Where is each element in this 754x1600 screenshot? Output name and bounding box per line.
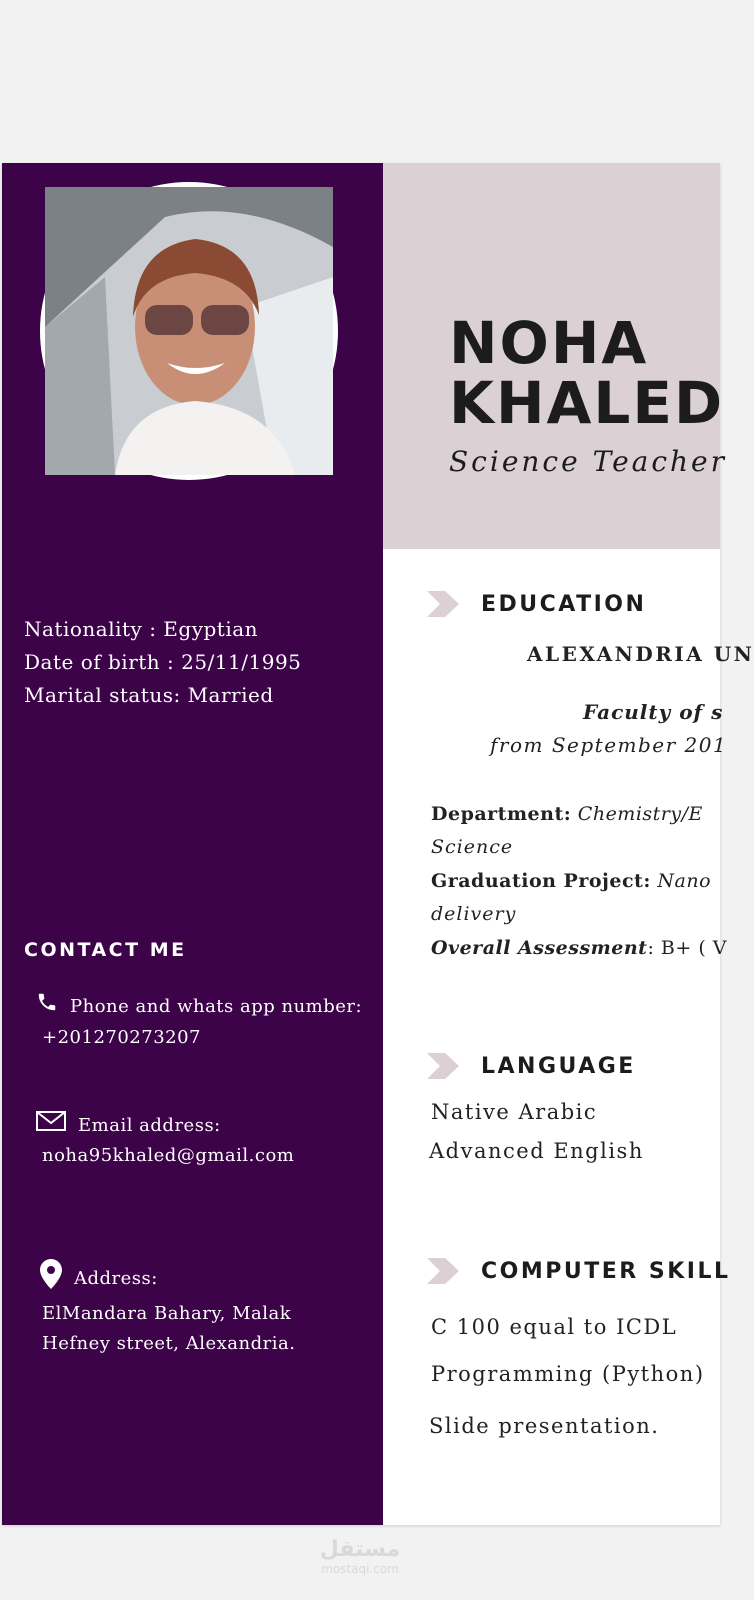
skill-item: Programming (Python)	[431, 1362, 705, 1386]
nationality: Nationality : Egyptian	[24, 617, 259, 641]
department-label: Department:	[431, 803, 572, 825]
education-title: EDUCATION	[481, 591, 647, 617]
email-value[interactable]: noha95khaled@gmail.com	[42, 1145, 295, 1166]
address-label: Address:	[74, 1268, 158, 1289]
skill-item: Slide presentation.	[429, 1414, 660, 1438]
computer-skills-heading	[427, 1258, 730, 1284]
phone-label: Phone and whats app number:	[70, 996, 363, 1017]
university-name: ALEXANDRIA UN	[527, 642, 754, 666]
name-header	[383, 163, 728, 549]
faculty-name: Faculty of s	[583, 700, 724, 724]
language-item: Native Arabic	[431, 1100, 598, 1124]
study-period: from September 201	[490, 733, 728, 757]
chevron-right-icon	[427, 591, 459, 617]
resume-page	[2, 163, 754, 1525]
contact-email	[36, 1111, 294, 1171]
location-pin-icon	[40, 1259, 62, 1299]
education-heading	[427, 591, 646, 617]
last-name: KHALED	[449, 369, 725, 437]
sidebar	[2, 163, 383, 1525]
language-item: Advanced English	[429, 1139, 644, 1163]
project-continued: delivery	[431, 903, 517, 925]
department-continued: Science	[431, 836, 514, 858]
phone-icon	[36, 991, 58, 1023]
chevron-right-icon	[427, 1258, 459, 1284]
profile-photo	[40, 182, 338, 480]
job-title: Science Teacher	[449, 445, 728, 478]
assessment-label: Overall Assessment	[431, 937, 648, 959]
assessment-value: : B+ ( V	[647, 937, 727, 959]
computer-skills-title: COMPUTER SKILL	[481, 1258, 731, 1284]
date-of-birth: Date of birth : 25/11/1995	[24, 650, 302, 674]
overall-assessment	[431, 937, 727, 959]
contact-phone	[36, 991, 362, 1053]
language-title: LANGUAGE	[481, 1053, 636, 1079]
watermark-arabic: مستقل	[319, 1537, 401, 1562]
graduation-project	[431, 870, 711, 892]
address-line-1: ElMandara Bahary, Malak	[42, 1303, 292, 1324]
address-line-2: Hefney street, Alexandria.	[42, 1333, 296, 1354]
full-name	[449, 309, 725, 437]
email-label: Email address:	[78, 1115, 221, 1136]
envelope-icon	[36, 1111, 66, 1141]
skill-item: C 100 equal to ICDL	[431, 1315, 678, 1339]
department-value: Chemistry/E	[571, 803, 703, 825]
language-heading	[427, 1053, 636, 1079]
department	[431, 803, 703, 825]
contact-address	[40, 1259, 295, 1359]
first-name: NOHA	[449, 309, 649, 377]
watermark	[0, 1538, 720, 1576]
page-top-margin	[0, 0, 720, 163]
watermark-latin: mostaqi.com	[321, 1562, 399, 1576]
chevron-right-icon	[427, 1053, 459, 1079]
personal-info	[24, 613, 301, 712]
contact-title: CONTACT ME	[24, 939, 187, 961]
phone-value[interactable]: +201270273207	[42, 1027, 202, 1048]
project-value: Nano	[650, 870, 712, 892]
project-label: Graduation Project:	[431, 870, 651, 892]
marital-status: Marital status: Married	[24, 683, 274, 707]
